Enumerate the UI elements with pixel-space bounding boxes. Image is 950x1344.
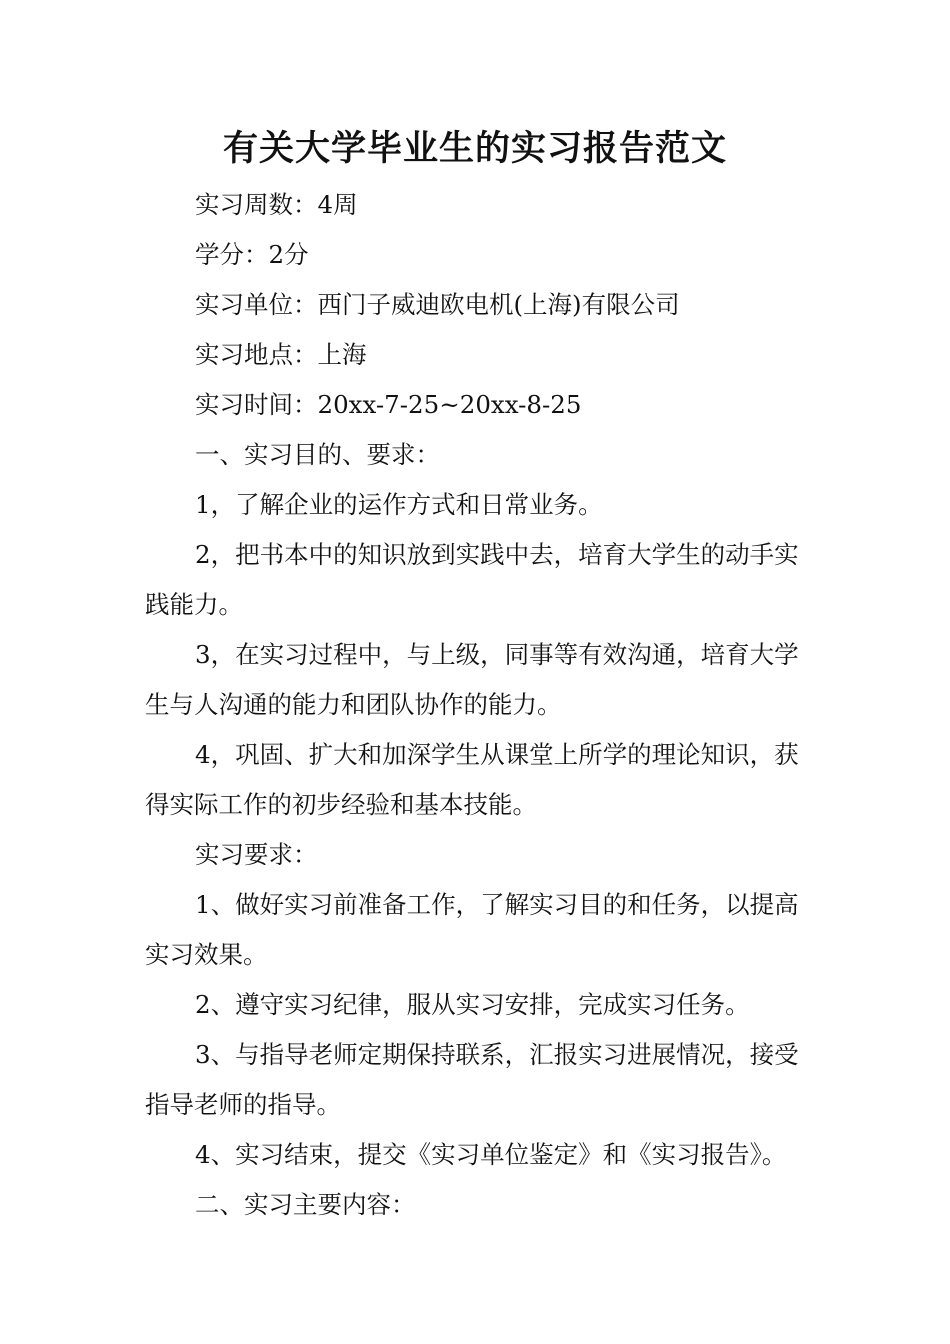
paragraph-requirement-1: 1、做好实习前准备工作，了解实习目的和任务，以提高实习效果。	[145, 890, 799, 969]
section-heading-content: 二、实习主要内容：	[195, 1190, 416, 1219]
paragraph-purpose-4: 4，巩固、扩大和加深学生从课堂上所学的理论知识，获得实际工作的初步经验和基本技能。	[145, 740, 799, 819]
document-title: 有关大学毕业生的实习报告范文	[222, 129, 727, 169]
paragraph-credits: 学分：2分	[195, 240, 309, 269]
paragraph-requirement-4: 4、实习结束，提交《实习单位鉴定》和《实习报告》。	[195, 1140, 787, 1169]
paragraph-weeks: 实习周数：4周	[195, 190, 358, 219]
paragraph-period: 实习时间：20xx-7-25~20xx-8-25	[195, 390, 582, 419]
paragraph-purpose-2: 2，把书本中的知识放到实践中去，培育大学生的动手实践能力。	[145, 540, 799, 619]
paragraph-purpose-3: 3，在实习过程中，与上级，同事等有效沟通，培育大学生与人沟通的能力和团队协作的能力。	[145, 640, 799, 719]
paragraph-company: 实习单位：西门子威迪欧电机(上海)有限公司	[195, 290, 680, 319]
section-heading-purpose: 一、实习目的、要求：	[195, 440, 440, 469]
paragraph-requirement-2: 2、遵守实习纪律，服从实习安排，完成实习任务。	[195, 990, 750, 1019]
paragraph-requirement-3: 3、与指导老师定期保持联系，汇报实习进展情况，接受指导老师的指导。	[145, 1040, 799, 1119]
paragraph-purpose-1: 1，了解企业的运作方式和日常业务。	[195, 490, 603, 519]
paragraph-location: 实习地点：上海	[195, 340, 367, 369]
subheading-requirements: 实习要求：	[195, 840, 318, 869]
document-body	[145, 180, 810, 1230]
